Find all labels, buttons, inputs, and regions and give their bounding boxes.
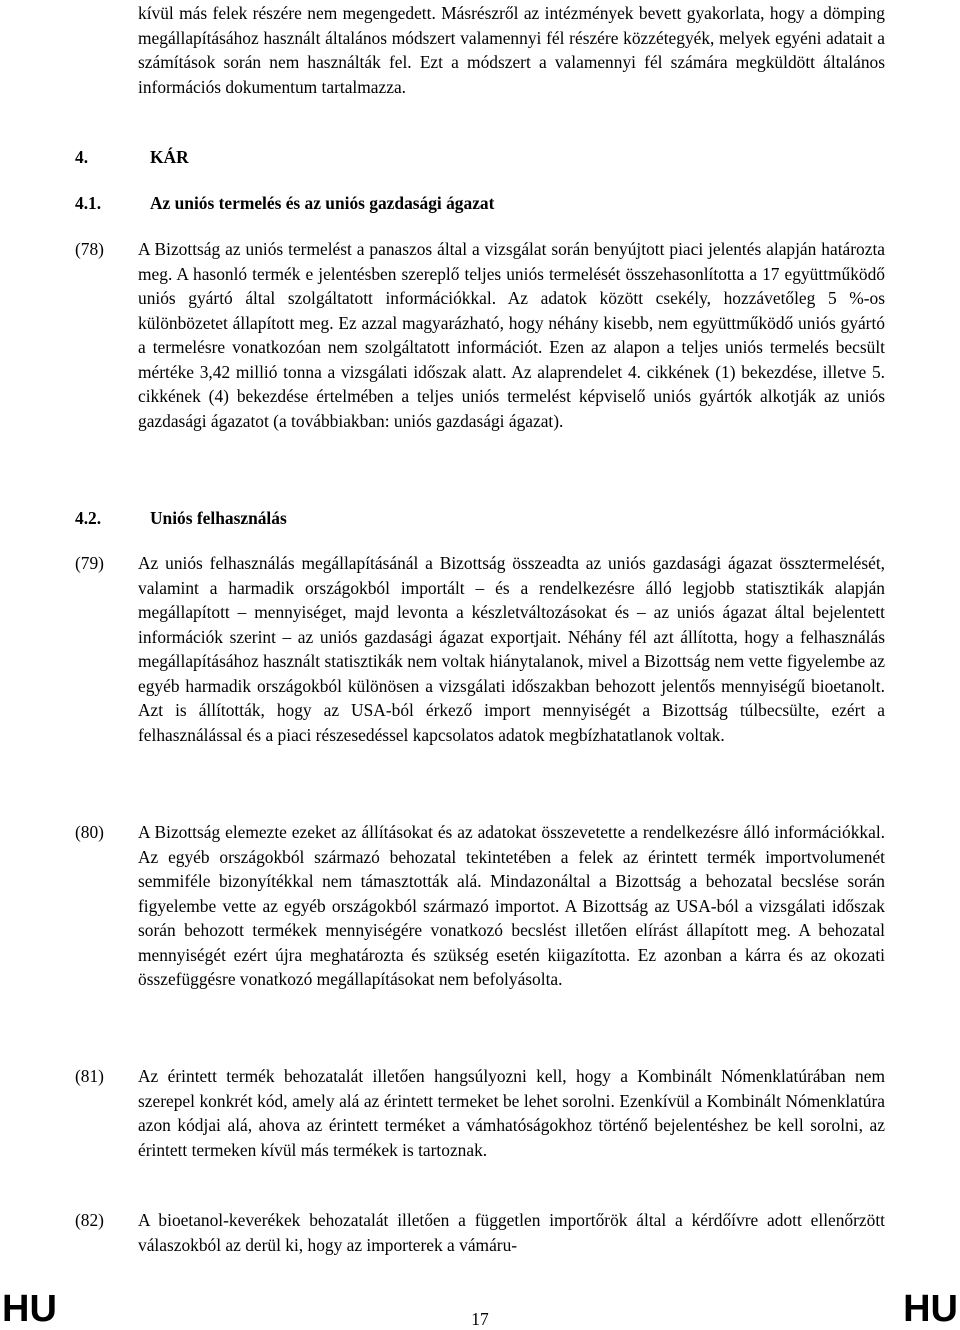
paragraph-number: (78) <box>75 239 104 259</box>
page-number: 17 <box>471 1309 489 1329</box>
footer-language-mark-right: HU <box>903 1288 958 1330</box>
section-4-1-number: 4.1. <box>75 193 102 213</box>
footer-language-mark-left: HU <box>2 1288 57 1330</box>
paragraph-text: A Bizottság az uniós termelést a panaszos által a vizsgálat során benyújtott piaci jelentés alapján határozta meg. A hasonló termék e jelentésben szereplő teljes uniós termelését összehasonlította a 17 együttműködő uniós gyártó által szolgáltatott információkkal. Az adatok között csekély, hozzávetőleg 5 %-os különbözetet állapított meg. Ez azzal magyarázható, hogy néhány kisebb, nem együttműködő uniós gyártó a termelésre vonatkozóan nem szolgáltatott információt. Ezen az alapon a teljes uniós termelés becsült mértéke 3,42 millió tonna a vizsgálati időszak alatt. Az alaprendelet 4. cikkének (1) bekezdése, illetve 5. cikkének (4) bekezdése értelmében a teljes uniós termelést képviselő uniós gyártók alkotják az uniós gazdasági ágazatot (a továbbiakban: uniós gazdasági ágazat). <box>138 239 885 431</box>
section-4-2-title: Uniós felhasználás <box>150 508 287 528</box>
section-4-1-title: Az uniós termelés és az uniós gazdasági ágazat <box>150 193 495 213</box>
paragraph-number: (79) <box>75 553 104 573</box>
paragraph-text: A bioetanol-keverékek behozatalát illetően a független importőrök által a kérdőívre adott ellenőrzött válaszokból az derül ki, hogy az importerek a vámáru- <box>138 1210 885 1255</box>
section-4-title: KÁR <box>150 147 189 167</box>
paragraph-text: Az érintett termék behozatalát illetően hangsúlyozni kell, hogy a Kombinált Nómenklatúrában nem szerepel konkrét kód, amely alá az érintett termeket be lehet sorolni. Ezenkívül a Kombinált Nómenklatúra azon kódjai alá, ahova az érintett terméket a vámhatóságokhoz történő bejelentéshez be kell sorolni, az érintett termeken kívül más termékek is tartoznak. <box>138 1066 885 1160</box>
paragraph-number: (81) <box>75 1066 104 1086</box>
paragraph-text: A Bizottság elemezte ezeket az állításokat és az adatokat összevetette a rendelkezésre álló információkkal. Az egyéb országokból származó behozatal tekintetében a felek az érintett termék importvolumenét semmiféle bizonyítékkal nem támasztották alá. Mindazonáltal a Bizottság a behozatal becslése során figyelembe vette az egyéb országokból származó importot. A Bizottság az USA-ból a vizsgálati időszak során behozott termékek mennyiségére vonatkozó becslést illetően elírást állapított meg. A behozatal mennyiségét ezért újra meghatározta és szükség esetén kiigazította. Ez azonban a kárra és az okozati összefüggésre vonatkozó megállapításokat nem befolyásolta. <box>138 822 885 989</box>
paragraph-number: (82) <box>75 1210 104 1230</box>
section-4-2-number: 4.2. <box>75 508 102 528</box>
paragraph-number: (80) <box>75 822 104 842</box>
paragraph-text: Az uniós felhasználás megállapításánál a Bizottság összeadta az uniós gazdasági ágazat össztermelését, valamint a harmadik országokból importált – és a rendelkezésre álló legjobb statisztikák alapján megállapított – mennyiséget, majd levonta a készletváltozásokat és – az uniós ágazat által bejelentett információk szerint – az uniós gazdasági ágazat exportjait. Néhány fél azt állította, hogy a felhasználás megállapításához használt statisztikák nem voltak hiánytalanok, mivel a Bizottság nem vette figyelembe az egyéb harmadik országokból különösen a vizsgálati időszakban behozott jelentős mennyiségű bioetanolt. Azt is állították, hogy az USA-ból érkező import mennyiségét a Bizottság túlbecsülte, ezért a felhasználással és a piaci részesedéssel kapcsolatos adatok megbízhatatlanok voltak. <box>138 553 885 745</box>
section-4-number: 4. <box>75 147 89 167</box>
continuation-paragraph: kívül más felek részére nem megengedett. Másrészről az intézmények bevett gyakorlata, hogy a dömping megállapításához használt általános módszert valamennyi fél részére közzétegyék, melyek egyéni adatait a számítások során nem használták fel. Ezt a módszert a valamennyi fél számára megküldött általános információs dokumentum tartalmazza. <box>138 3 885 97</box>
